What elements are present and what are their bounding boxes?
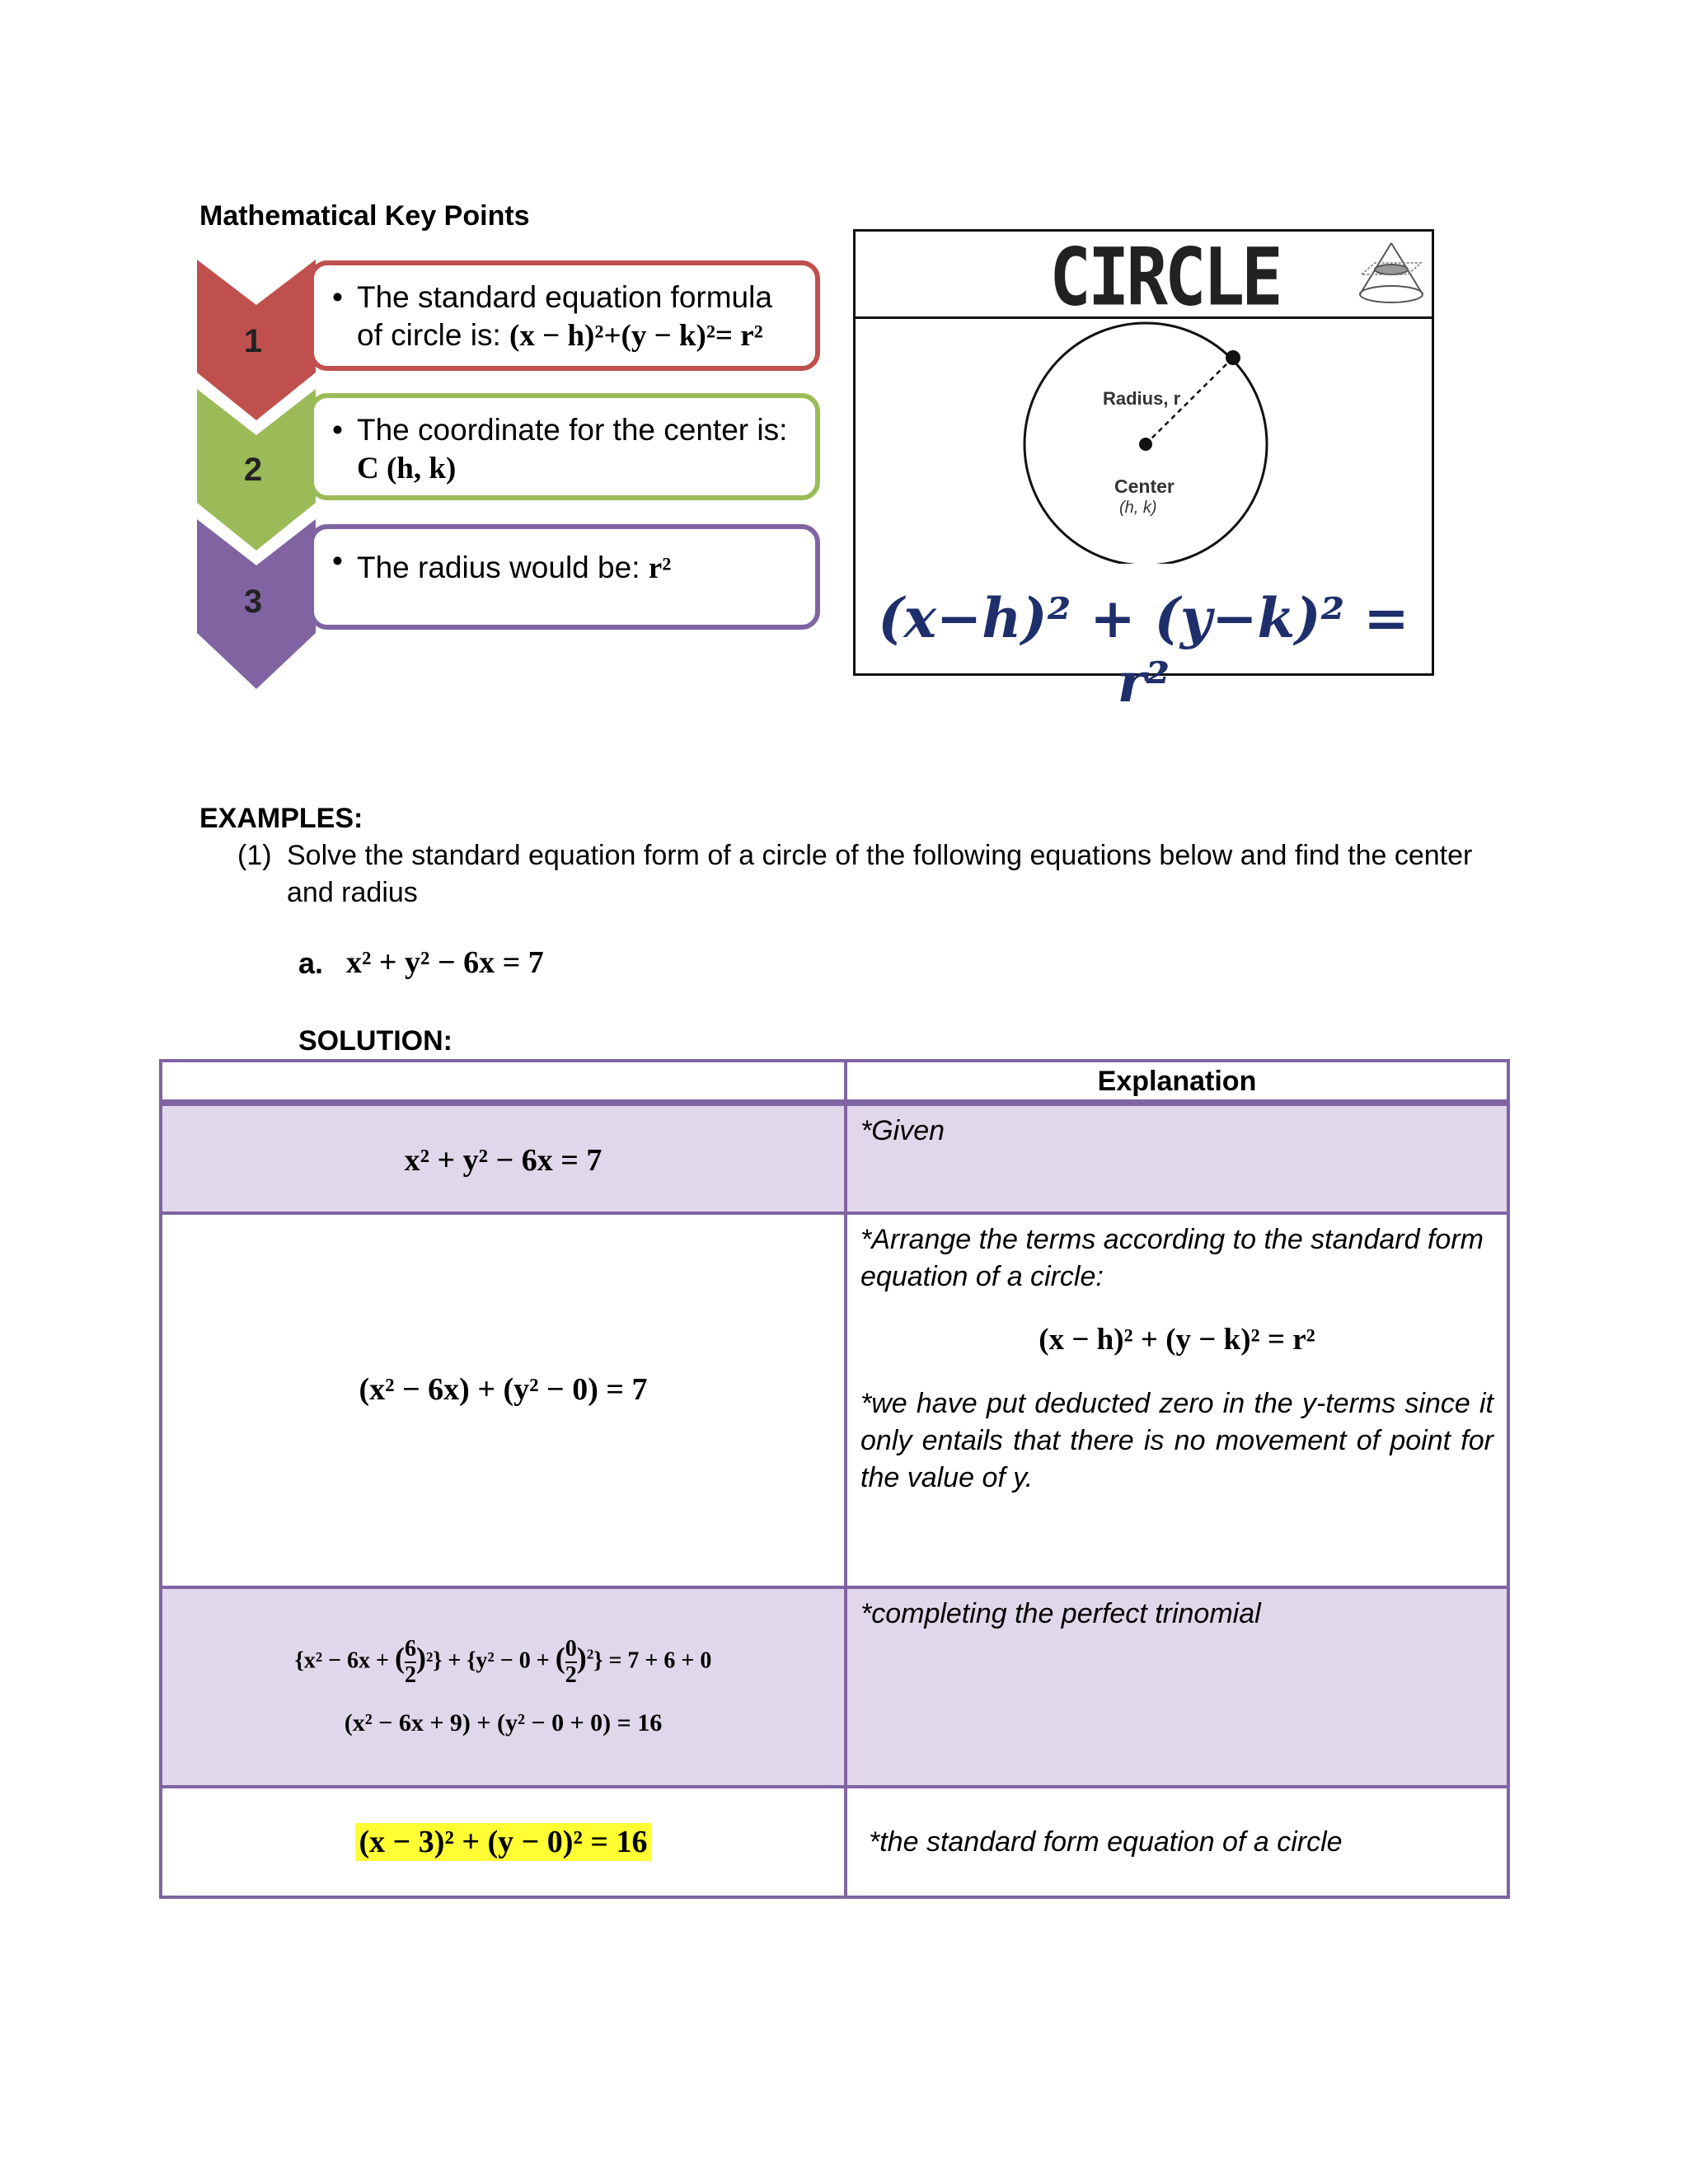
- row-2-math-cell: [161, 1213, 846, 1587]
- item-label: a.: [298, 946, 324, 980]
- row-3-explanation: *completing the perfect trinomial: [860, 1598, 1261, 1629]
- key-point-3: [309, 524, 820, 630]
- key-point-1-formula: (x − h)²+(y − k)²= r²: [509, 319, 763, 353]
- table-row: [161, 1103, 1508, 1213]
- row-3-math-line-2: (x² − 6x + 9) + (y² − 0 + 0) = 16: [344, 1709, 663, 1736]
- problem-number: (1): [237, 840, 272, 871]
- row-4-explanation: *the standard form equation of a circle: [869, 1825, 1343, 1858]
- row-1-math: x² + y² − 6x = 7: [404, 1143, 603, 1178]
- header-cell-explanation: Explanation: [846, 1061, 1508, 1103]
- row-4-math-result: (x − 3)² + (y − 0)² = 16: [355, 1823, 650, 1861]
- solution-heading: SOLUTION:: [298, 1025, 452, 1057]
- row-3-math-cell: [161, 1587, 846, 1787]
- key-point-2-text: The coordinate for the center is:: [357, 413, 788, 447]
- key-point-1: [309, 260, 820, 371]
- bullet-icon: •: [332, 544, 343, 578]
- key-point-1-text: The standard equation formula of circle is:: [357, 280, 772, 352]
- radius-label: Radius, r: [1103, 388, 1181, 409]
- card-title: CIRCLE: [1049, 230, 1280, 324]
- table-row: [161, 1787, 1508, 1897]
- row-1-math-cell: [161, 1103, 846, 1213]
- row-1-explanation: *Given: [860, 1115, 945, 1146]
- key-point-3-formula: r²: [648, 551, 672, 585]
- step-number-1: 1: [243, 323, 263, 359]
- row-3-explanation-cell: [846, 1587, 1508, 1787]
- key-point-3-text: The radius would be:: [357, 551, 640, 584]
- card-equation: (x−h)² + (y−k)² = r²: [878, 586, 1409, 715]
- center-coords: (h, k): [1119, 499, 1157, 517]
- problem-text: Solve the standard equation form of a circle of the following equations below and find the center and radius: [287, 840, 1473, 908]
- row-4-explanation-cell: [846, 1787, 1508, 1897]
- row-2-explanation-note: *we have put deducted zero in the y-terms since it only entails that there is no movement of point for the value of y.: [860, 1388, 1493, 1493]
- key-points-heading: Mathematical Key Points: [199, 200, 530, 232]
- table-row: [161, 1587, 1508, 1787]
- row-2-math: (x² − 6x) + (y² − 0) = 7: [359, 1372, 648, 1407]
- cone-icon: [1350, 235, 1432, 313]
- circle-reference-card: [853, 229, 1434, 715]
- row-2-explanation-formula: (x − h)² + (y − k)² = r²: [1039, 1323, 1315, 1357]
- table-header-row: [161, 1061, 1508, 1103]
- row-4-math-cell: [161, 1787, 846, 1897]
- solution-table: [159, 1059, 1510, 1899]
- card-header: [856, 230, 1432, 324]
- table-row: [161, 1213, 1508, 1587]
- row-1-explanation-cell: [846, 1103, 1508, 1213]
- item-equation: x² + y² − 6x = 7: [346, 945, 544, 980]
- bullet-icon: •: [332, 413, 343, 447]
- row-2-explanation-cell: [846, 1213, 1508, 1587]
- step-number-2: 2: [243, 452, 263, 488]
- step-number-3: 3: [243, 583, 263, 620]
- bullet-icon: •: [332, 280, 343, 314]
- row-2-explanation: *Arrange the terms according to the standard form equation of a circle:: [860, 1224, 1484, 1292]
- key-point-2: [309, 393, 820, 500]
- circle-diagram: [856, 316, 1432, 564]
- key-point-2-formula: C (h, k): [357, 452, 457, 485]
- header-cell-math: [161, 1061, 846, 1103]
- row-3-math-line-1: {x² − 6x + ( $\frac{6}{2}$ )²} + {y² − 0 + ( $\frac{0}{2}$ )$^2$} = 7 + 6 + 0: [294, 1636, 712, 1688]
- examples-heading: EXAMPLES:: [199, 803, 363, 834]
- center-label: Center: [1114, 476, 1175, 497]
